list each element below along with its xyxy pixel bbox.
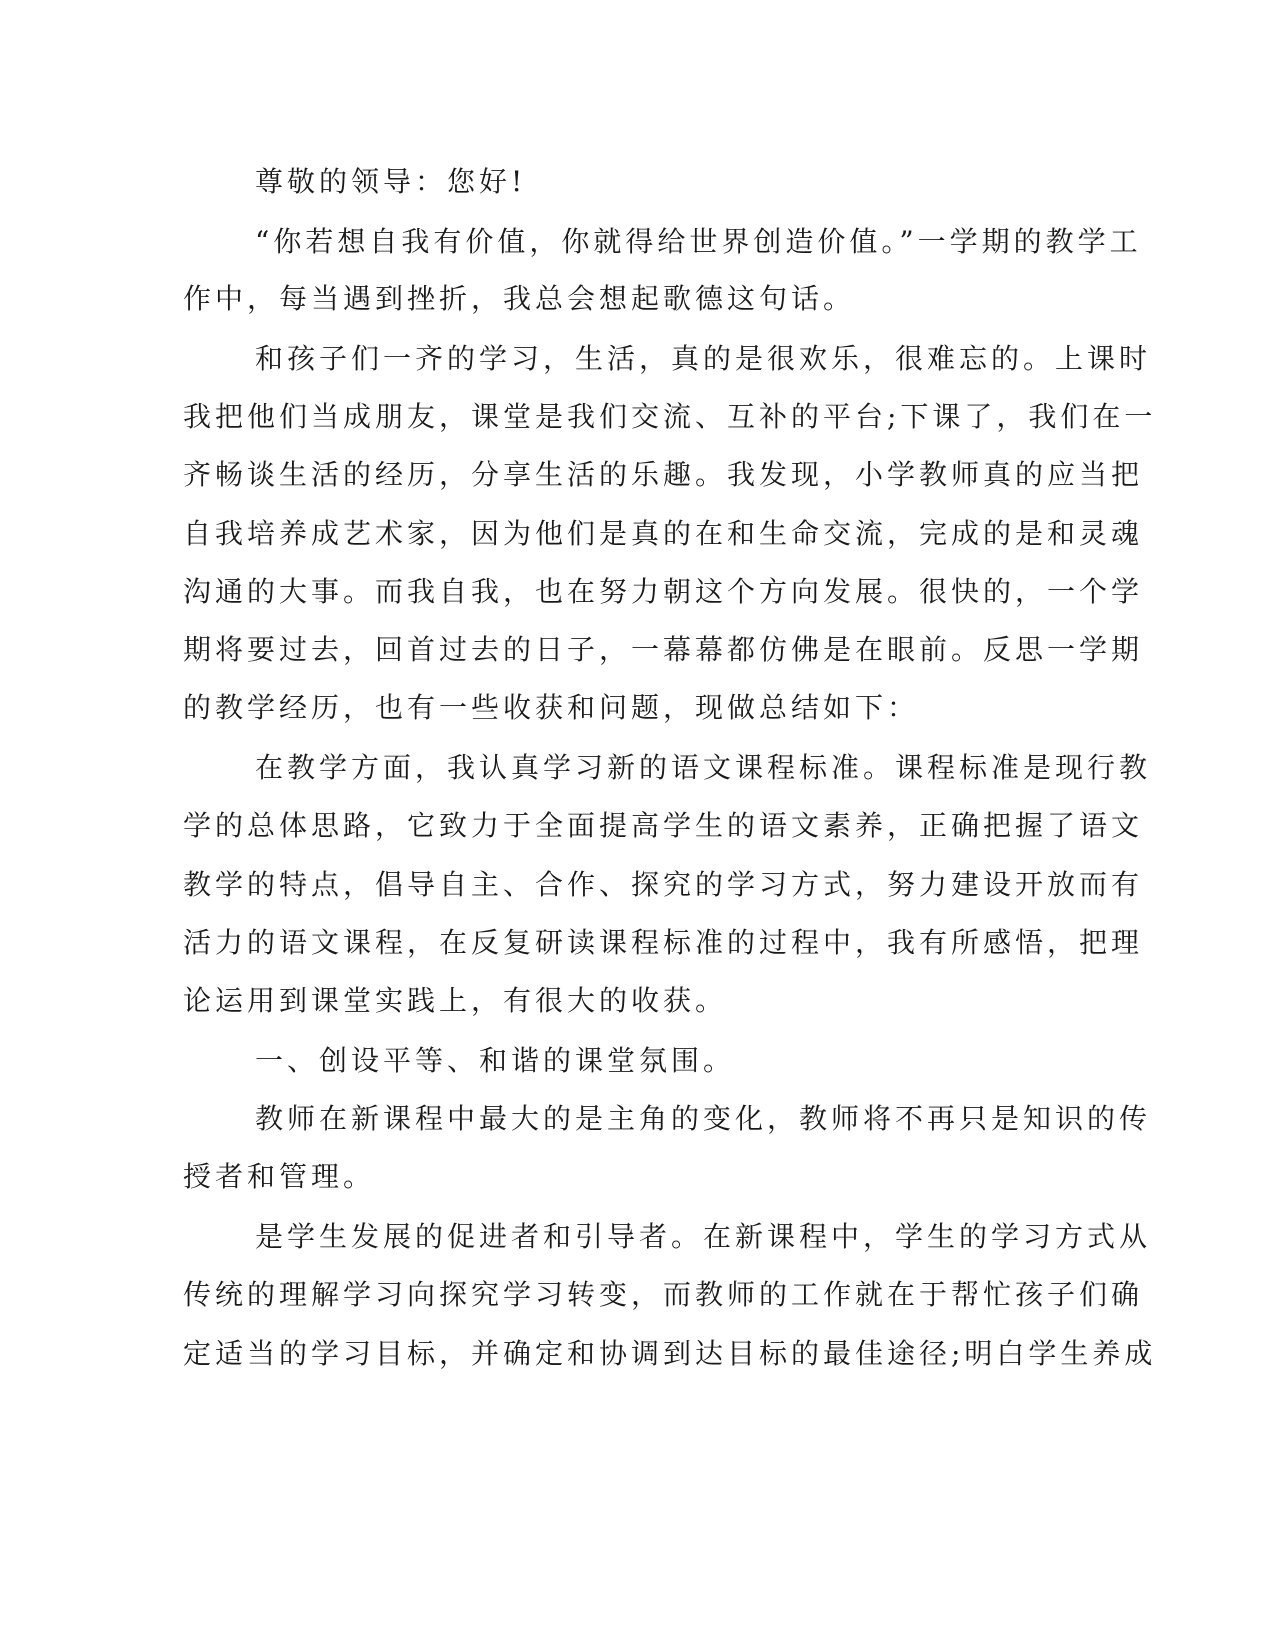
paragraph-line: 自我培养成艺术家，因为他们是真的在和生命交流，完成的是和灵魂 [183,517,1144,550]
paragraph-line: 的教学经历，也有一些收获和问题，现做总结如下： [183,691,920,724]
paragraph-line: “你若想自我有价值，你就得给世界创造价值。”一学期的教学工 [255,225,1142,258]
paragraph-line: 是学生发展的促进者和引导者。在新课程中，学生的学习方式从 [255,1220,1152,1253]
paragraph-line: 传统的理解学习向探究学习转变，而教师的工作就在于帮忙孩子们确 [183,1278,1144,1311]
paragraph-line: 齐畅谈生活的经历，分享生活的乐趣。我发现，小学教师真的应当把 [183,458,1144,491]
paragraph-line: 和孩子们一齐的学习，生活，真的是很欢乐，很难忘的。上课时 [255,342,1152,375]
paragraph-line: 学的总体思路，它致力于全面提高学生的语文素养，正确把握了语文 [183,809,1144,842]
paragraph-line: 活力的语文课程，在反复研读课程标准的过程中，我有所感悟，把理 [183,926,1144,959]
paragraph-line: 沟通的大事。而我自我，也在努力朝这个方向发展。很快的，一个学 [183,575,1144,608]
paragraph-line: 期将要过去，回首过去的日子，一幕幕都仿佛是在眼前。反思一学期 [183,633,1144,666]
section-heading: 一、创设平等、和谐的课堂氛围。 [255,1044,736,1077]
paragraph-line: 在教学方面，我认真学习新的语文课程标准。课程标准是现行教 [255,751,1152,784]
paragraph-line: 作中，每当遇到挫折，我总会想起歌德这句话。 [183,282,856,315]
paragraph-line: 教师在新课程中最大的是主角的变化，教师将不再只是知识的传 [255,1102,1152,1135]
salutation: 尊敬的领导：您好! [255,165,527,198]
paragraph-line: 定适当的学习目标，并确定和协调到达目标的最佳途径;明白学生养成 [183,1337,1157,1370]
paragraph-line: 授者和管理。 [183,1160,376,1193]
paragraph-line: 我把他们当成朋友，课堂是我们交流、互补的平台;下课了，我们在一 [183,400,1157,433]
paragraph-line: 教学的特点，倡导自主、合作、探究的学习方式，努力建设开放而有 [183,868,1144,901]
paragraph-line: 论运用到课堂实践上，有很大的收获。 [183,984,728,1017]
